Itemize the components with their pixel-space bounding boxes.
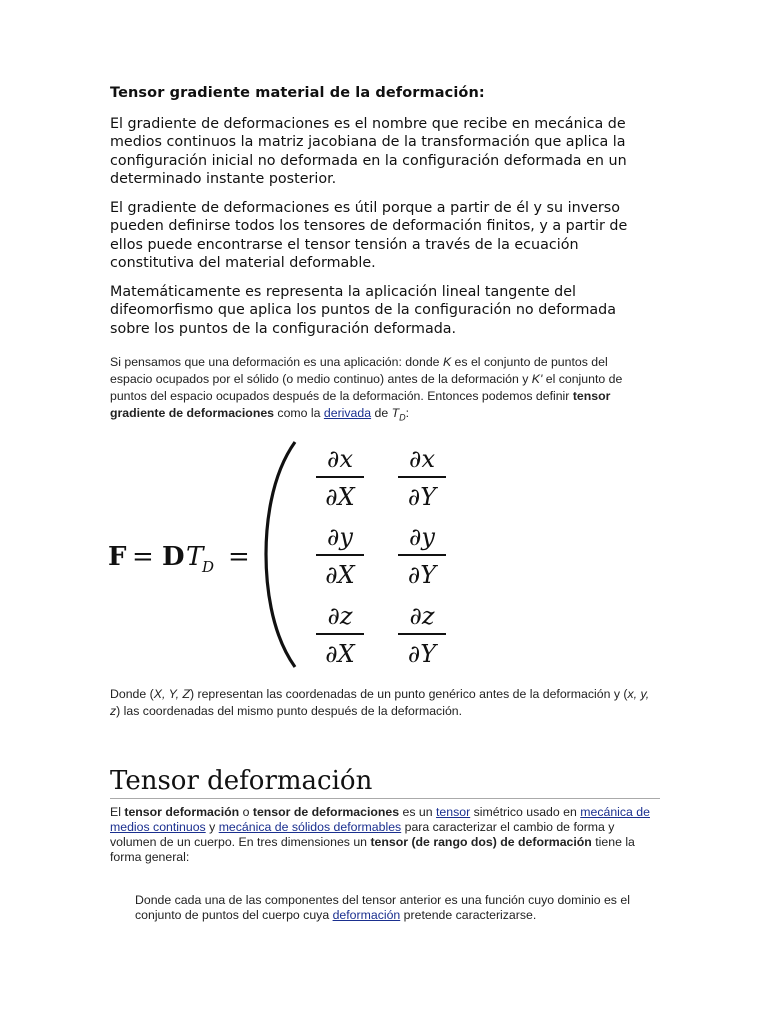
paragraph-components xyxy=(135,893,655,923)
formula-equals-1: = xyxy=(132,542,154,572)
text-run: ) las coordenadas del mismo punto después de la deformación. xyxy=(116,704,463,718)
matrix-denominator: ∂X xyxy=(325,640,355,668)
matrix-numerator: ∂x xyxy=(409,445,435,473)
bold-term: tensor gradiente de deformaciones xyxy=(110,389,611,420)
section-title: Tensor gradiente material de la deformación: xyxy=(110,85,485,101)
text-run: D xyxy=(399,412,406,423)
text-run: ) representan las coordenadas de un punto genérico antes de la deformación y ( xyxy=(189,687,628,701)
text-run: Si pensamos que una deformación es una aplicación: donde xyxy=(110,355,443,369)
paragraph-definition: El gradiente de deformaciones es el nombre que recibe en mecánica de medios continuos la matriz jacobiana de la transformación que aplica la configuración inicial no deformada en la configuración deformada en un determinado instante posterior. xyxy=(110,116,627,187)
mecanica-medios-continuos-link[interactable]: mecánica de medios continuos xyxy=(110,805,650,834)
text-run: es el conjunto de puntos del espacio ocupados por el sólido (o medio continuo) antes de la deformación y xyxy=(110,355,608,386)
matrix-left-parenthesis xyxy=(266,442,295,667)
text-run: es un xyxy=(399,805,437,819)
text-run: K' xyxy=(531,372,543,386)
formula-t-subscript: D xyxy=(202,558,215,576)
formula-d: D xyxy=(162,542,185,572)
text-run: como la xyxy=(274,406,324,420)
deformation-gradient-formula xyxy=(110,437,470,672)
paragraph-usefulness: El gradiente de deformaciones es útil porque a partir de él y su inverso pueden definirse todos los tensores de deformación finitos, y a partir de ellos puede encontrarse el tensor tensión a través de la ecuación constitutiva del material deformable. xyxy=(110,200,628,271)
paragraph-strain-tensor xyxy=(110,805,650,865)
text-run: x, y, z xyxy=(110,687,650,718)
matrix-numerator: ∂x xyxy=(327,445,353,473)
derivada-link[interactable]: derivada xyxy=(323,406,372,420)
formula-equals-2: = xyxy=(228,542,250,572)
deformacion-link[interactable]: deformación xyxy=(332,908,401,922)
text-run: de xyxy=(371,406,392,420)
text-run: : xyxy=(405,406,410,420)
matrix-denominator: ∂Y xyxy=(407,561,437,589)
text-run: T xyxy=(391,406,400,420)
text-run: el conjunto de puntos del espacio ocupados después de la deformación. Entonces podemos definir xyxy=(110,372,623,403)
text-run: tiene la forma general: xyxy=(110,835,635,864)
text-run: para caracterizar el cambio de forma y volumen de un cuerpo. En tres dimensiones un xyxy=(110,820,615,849)
bold-term: tensor de deformaciones xyxy=(252,805,400,819)
text-run: Donde cada una de las componentes del tensor anterior es una función cuyo dominio es el conjunto de puntos del cuerpo cuya xyxy=(135,893,630,922)
matrix-denominator: ∂Y xyxy=(407,640,437,668)
matrix-denominator: ∂X xyxy=(325,561,355,589)
bold-term: tensor (de rango dos) de deformación xyxy=(370,835,592,849)
paragraph-coordinates xyxy=(110,686,650,720)
text-run: simétrico usado en xyxy=(470,805,581,819)
text-run: K xyxy=(442,355,452,369)
matrix-numerator: ∂z xyxy=(327,602,353,630)
text-run: o xyxy=(239,805,253,819)
text-run: pretende caracterizarse. xyxy=(400,908,537,922)
matrix-denominator: ∂Y xyxy=(407,483,437,511)
matrix-numerator: ∂y xyxy=(409,523,435,551)
paragraph-deformation-gradient-definition xyxy=(110,354,650,426)
tensor-link[interactable]: tensor xyxy=(436,805,471,819)
paragraph-mathematics: Matemáticamente es representa la aplicación lineal tangente del difeomorfismo que aplica los puntos de la configuración no deformada sobre los puntos de la configuración deformada. xyxy=(110,284,617,337)
matrix-denominator: ∂X xyxy=(325,483,355,511)
text-run: Donde ( xyxy=(110,687,154,701)
text-run: y xyxy=(205,820,219,834)
mecanica-solidos-deformables-link[interactable]: mecánica de sólidos deformables xyxy=(218,820,402,834)
matrix-numerator: ∂z xyxy=(409,602,435,630)
bold-term: tensor deformación xyxy=(124,805,240,819)
text-run: X, Y, Z xyxy=(153,687,190,701)
matrix-numerator: ∂y xyxy=(327,523,353,551)
text-run: El xyxy=(110,805,125,819)
formula-lhs-f: F xyxy=(108,542,127,572)
matrix-cells xyxy=(316,445,446,668)
formula-t: T xyxy=(186,542,204,572)
section-heading-tensor-deformacion: Tensor deformación xyxy=(110,764,660,799)
